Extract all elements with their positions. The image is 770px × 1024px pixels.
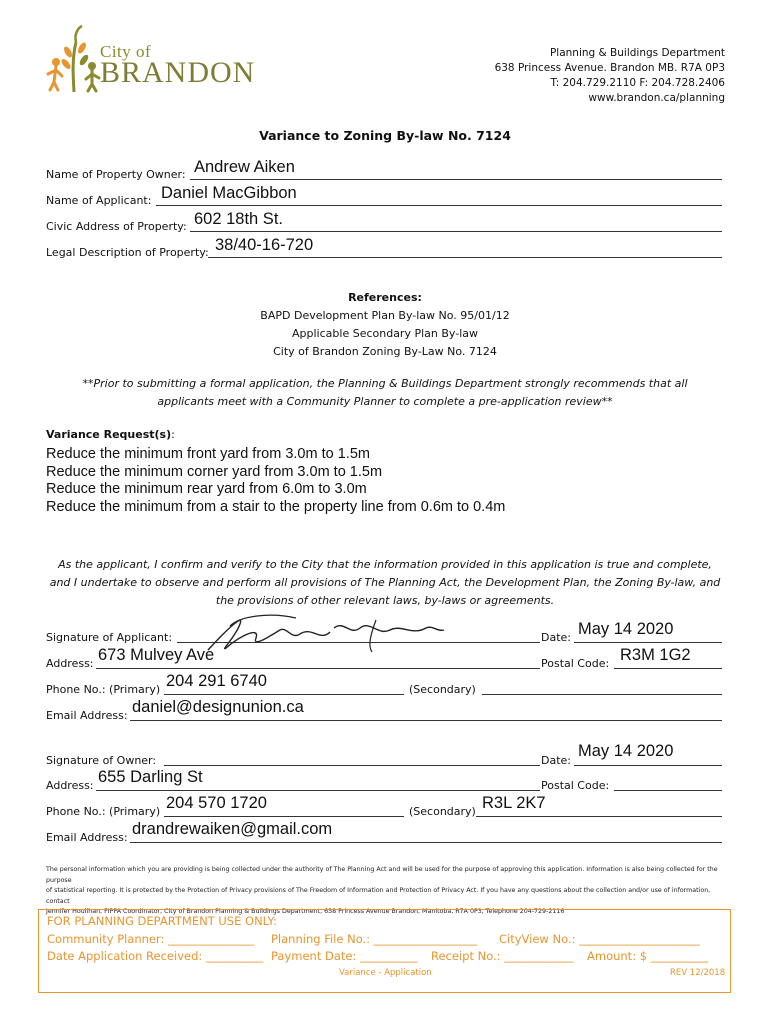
owner-secondary-phone-line [476, 816, 722, 817]
applicant-date-field[interactable]: May 14 2020 [578, 620, 674, 638]
reference-item: BAPD Development Plan By-law No. 95/01/12 [260, 309, 510, 322]
reference-item: City of Brandon Zoning By-Law No. 7124 [273, 345, 497, 358]
date-received-field[interactable]: Date Application Received: __________ [47, 949, 264, 963]
department-phone: T: 204.729.2110 F: 204.728.2406 [550, 77, 725, 89]
wheat-figures-icon [46, 24, 102, 94]
applicant-name-field[interactable]: Daniel MacGibbon [161, 184, 297, 202]
notice-line: applicants meet with a Community Planner to complete a pre-application review** [157, 395, 613, 408]
civic-address-field[interactable]: 602 18th St. [194, 210, 283, 228]
owner-email-line [130, 842, 722, 843]
cityview-field[interactable]: CityView No.: _____________________ [499, 932, 700, 946]
references-section [0, 289, 770, 361]
owner-signature-label: Signature of Owner: [46, 754, 157, 767]
reference-item: Applicable Secondary Plan By-law [292, 327, 478, 340]
owner-address-field[interactable]: 655 Darling St [98, 768, 203, 786]
form-name-footer: Variance - Application [339, 968, 432, 978]
applicant-postal-label: Postal Code: [541, 657, 610, 670]
owner-secondary-phone-label: (Secondary) [409, 805, 476, 818]
civic-address-line [190, 231, 722, 232]
privacy-line: Jennifer Houlihan, FIPPA Coordinator, City of Brandon Planning & Buildings Department, 638 Princess Avenue Brandon, Manitoba, R7A 0P3, Telephone 204-729-2116 [46, 908, 565, 915]
applicant-postal-line [614, 668, 722, 669]
applicant-email-line [130, 720, 722, 721]
owner-email-field[interactable]: drandrewaiken@gmail.com [132, 820, 333, 838]
applicant-signature-image[interactable] [200, 606, 450, 662]
applicant-signature-label: Signature of Applicant: [46, 631, 173, 644]
owner-name-field[interactable]: Andrew Aiken [194, 158, 295, 176]
variance-item: Reduce the minimum corner yard from 3.0m to 1.5m [46, 463, 383, 480]
variance-requests-heading: Variance Request(s) [46, 428, 172, 441]
pre-application-notice [40, 375, 730, 411]
owner-phone-field[interactable]: 204 570 1720 [166, 794, 267, 812]
legal-description-field[interactable]: 38/40-16-720 [215, 236, 314, 254]
owner-date-field[interactable]: May 14 2020 [578, 742, 674, 760]
amount-field[interactable]: Amount: $ __________ [587, 949, 709, 963]
references-heading: References: [348, 291, 422, 304]
community-planner-field[interactable]: Community Planner: _______________ [47, 932, 255, 946]
applicant-email-label: Email Address: [46, 709, 128, 722]
department-website[interactable]: www.brandon.ca/planning [588, 92, 725, 104]
confirmation-line: As the applicant, I confirm and verify to the City that the information provided in this application is true and complete, [58, 558, 712, 571]
legal-description-label: Legal Description of Property: [46, 246, 209, 259]
logo-name-text: BRANDON [100, 56, 256, 89]
owner-postal-label: Postal Code: [541, 779, 610, 792]
page-title: Variance to Zoning By-law No. 7124 [259, 128, 511, 143]
variance-item: Reduce the minimum from a stair to the property line from 0.6m to 0.4m [46, 498, 506, 515]
owner-phone-label: Phone No.: (Primary) [46, 805, 161, 818]
variance-requests-colon: : [171, 428, 175, 441]
owner-name-label: Name of Property Owner: [46, 168, 186, 181]
office-use-heading: FOR PLANNING DEPARTMENT USE ONLY: [47, 914, 277, 928]
payment-date-field[interactable]: Payment Date: __________ [271, 949, 418, 963]
city-of-brandon-logo [46, 24, 286, 94]
civic-address-label: Civic Address of Property: [46, 220, 187, 233]
office-use-box [38, 909, 731, 993]
planning-file-field[interactable]: Planning File No.: __________________ [271, 932, 478, 946]
owner-signature-line[interactable] [164, 765, 540, 766]
applicant-date-line [574, 642, 722, 643]
owner-secondary-phone-field[interactable]: R3L 2K7 [482, 794, 546, 812]
applicant-address-label: Address: [46, 657, 94, 670]
owner-email-label: Email Address: [46, 831, 128, 844]
owner-phone-line [164, 816, 404, 817]
applicant-date-label: Date: [541, 631, 571, 644]
owner-address-label: Address: [46, 779, 94, 792]
applicant-name-line [156, 205, 722, 206]
variance-requests-label [46, 428, 175, 441]
department-header [495, 46, 725, 106]
privacy-line: The personal information which you are providing is being collected under the authority of The Planning Act and will be used for the purpose of approving this application. Information is also being collected for the purpose [46, 866, 718, 884]
owner-date-label: Date: [541, 754, 571, 767]
privacy-line: of statistical reporting. It is protected by the Protection of Privacy provisions of The Freedom of Information and Protection of Privacy Act. If you have any questions about the collection and/or use of information, contact [46, 887, 711, 905]
confirmation-line: the provisions of other relevant laws, by-laws or agreements. [215, 594, 555, 607]
revision-footer: REV 12/2018 [670, 968, 726, 978]
applicant-phone-field[interactable]: 204 291 6740 [166, 672, 267, 690]
legal-description-line [208, 257, 722, 258]
owner-address-line [96, 790, 540, 791]
applicant-name-label: Name of Applicant: [46, 194, 152, 207]
applicant-confirmation-statement [40, 556, 730, 610]
variance-requests-field[interactable] [46, 446, 505, 516]
applicant-address-line [96, 668, 540, 669]
owner-postal-line [614, 790, 722, 791]
applicant-address-field[interactable]: 673 Mulvey Ave [98, 646, 215, 664]
department-name: Planning & Buildings Department [549, 47, 725, 59]
applicant-phone-label: Phone No.: (Primary) [46, 683, 161, 696]
notice-line: **Prior to submitting a formal application, the Planning & Buildings Department strongly recommends that all [82, 377, 688, 390]
owner-date-line [574, 765, 722, 766]
applicant-secondary-phone-line [482, 694, 722, 695]
receipt-field[interactable]: Receipt No.: ____________ [431, 949, 574, 963]
applicant-email-field[interactable]: daniel@designunion.ca [132, 698, 304, 716]
applicant-postal-field[interactable]: R3M 1G2 [620, 646, 691, 664]
variance-item: Reduce the minimum rear yard from 6.0m to 3.0m [46, 481, 367, 497]
logo-city-text: City of [100, 42, 152, 61]
department-address: 638 Princess Avenue. Brandon MB. R7A 0P3 [494, 62, 725, 74]
owner-name-line [190, 179, 722, 180]
applicant-phone-line [164, 694, 404, 695]
variance-item: Reduce the minimum front yard from 3.0m to 1.5m [46, 446, 370, 462]
confirmation-line: and I undertake to observe and perform all provisions of The Planning Act, the Development Plan, the Zoning By-law, and [49, 576, 721, 589]
applicant-secondary-phone-label: (Secondary) [409, 683, 476, 696]
